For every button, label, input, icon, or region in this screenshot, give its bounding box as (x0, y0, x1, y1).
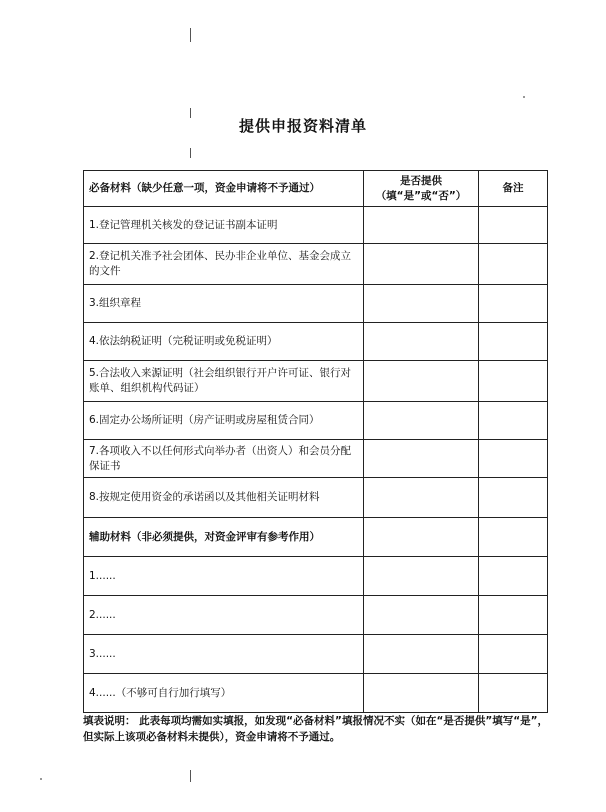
material-label: 3.组织章程 (84, 285, 364, 323)
scan-mark (190, 108, 191, 118)
material-label: 1.登记管理机关核发的登记证书副本证明 (84, 207, 364, 244)
material-label: 4......（不够可自行加行填写） (84, 674, 364, 713)
page-title: 提供申报资料清单 (238, 117, 367, 135)
material-label: 7.各项收入不以任何形式向举办者（出资人）和会员分配保证书 (84, 440, 364, 478)
header-remarks: 备注 (479, 171, 548, 207)
remark-cell[interactable] (479, 361, 548, 402)
provided-cell[interactable] (364, 207, 479, 244)
header-provided-line1: 是否提供 (400, 174, 442, 187)
provided-cell[interactable] (364, 478, 479, 518)
fill-instructions (83, 713, 553, 745)
remark-cell[interactable] (479, 596, 548, 635)
provided-cell[interactable] (364, 440, 479, 478)
table-row (84, 207, 548, 244)
table-row (84, 518, 548, 557)
material-label: 2...... (84, 596, 364, 635)
remark-cell[interactable] (479, 478, 548, 518)
header-required-materials: 必备材料（缺少任意一项，资金申请将不予通过） (84, 171, 364, 207)
header-provided (364, 171, 479, 207)
material-label: 5.合法收入来源证明（社会组织银行开户许可证、银行对账单、组织机构代码证） (84, 361, 364, 402)
material-label: 辅助材料（非必须提供，对资金评审有参考作用） (84, 518, 364, 557)
remark-cell[interactable] (479, 674, 548, 713)
provided-cell[interactable] (364, 674, 479, 713)
remark-cell[interactable] (479, 207, 548, 244)
scan-mark (190, 28, 191, 42)
provided-cell[interactable] (364, 596, 479, 635)
provided-cell[interactable] (364, 285, 479, 323)
table-header-row (84, 171, 548, 207)
table-row (84, 635, 548, 674)
material-label: 2.登记机关准予社会团体、民办非企业单位、基金会成立的文件 (84, 244, 364, 285)
table-row (84, 361, 548, 402)
remark-cell[interactable] (479, 323, 548, 361)
provided-cell[interactable] (364, 323, 479, 361)
provided-cell[interactable] (364, 518, 479, 557)
fill-instructions-lead: 填表说明： (83, 715, 136, 727)
remark-cell[interactable] (479, 557, 548, 596)
material-label: 8.按规定使用资金的承诺函以及其他相关证明材料 (84, 478, 364, 518)
remark-cell[interactable] (479, 402, 548, 440)
scan-mark (190, 770, 191, 782)
fill-instructions-text: 此表每项均需如实填报，如发现“必备材料”填报情况不实（如在“是否提供”填写“是”，但实际上该项必备材料未提供），资金申请将不予通过。 (83, 715, 549, 743)
table-row (84, 596, 548, 635)
remark-cell[interactable] (479, 635, 548, 674)
table-row (84, 440, 548, 478)
remark-cell[interactable] (479, 440, 548, 478)
material-label: 6.固定办公场所证明（房产证明或房屋租赁合同） (84, 402, 364, 440)
provided-cell[interactable] (364, 402, 479, 440)
table-row (84, 285, 548, 323)
provided-cell[interactable] (364, 244, 479, 285)
remark-cell[interactable] (479, 244, 548, 285)
table-row (84, 478, 548, 518)
table-row (84, 323, 548, 361)
provided-cell[interactable] (364, 361, 479, 402)
material-label: 4.依法纳税证明（完税证明或免税证明） (84, 323, 364, 361)
provided-cell[interactable] (364, 557, 479, 596)
table-row (84, 557, 548, 596)
materials-table (83, 170, 548, 713)
remark-cell[interactable] (479, 518, 548, 557)
header-provided-line2: （填“是”或“否”） (375, 189, 467, 202)
scan-mark (190, 148, 191, 158)
scan-dot (523, 96, 525, 98)
material-label: 3...... (84, 635, 364, 674)
table-row (84, 674, 548, 713)
table-row (84, 244, 548, 285)
table-row (84, 402, 548, 440)
material-label: 1...... (84, 557, 364, 596)
remark-cell[interactable] (479, 285, 548, 323)
provided-cell[interactable] (364, 635, 479, 674)
scan-dot (40, 778, 42, 780)
